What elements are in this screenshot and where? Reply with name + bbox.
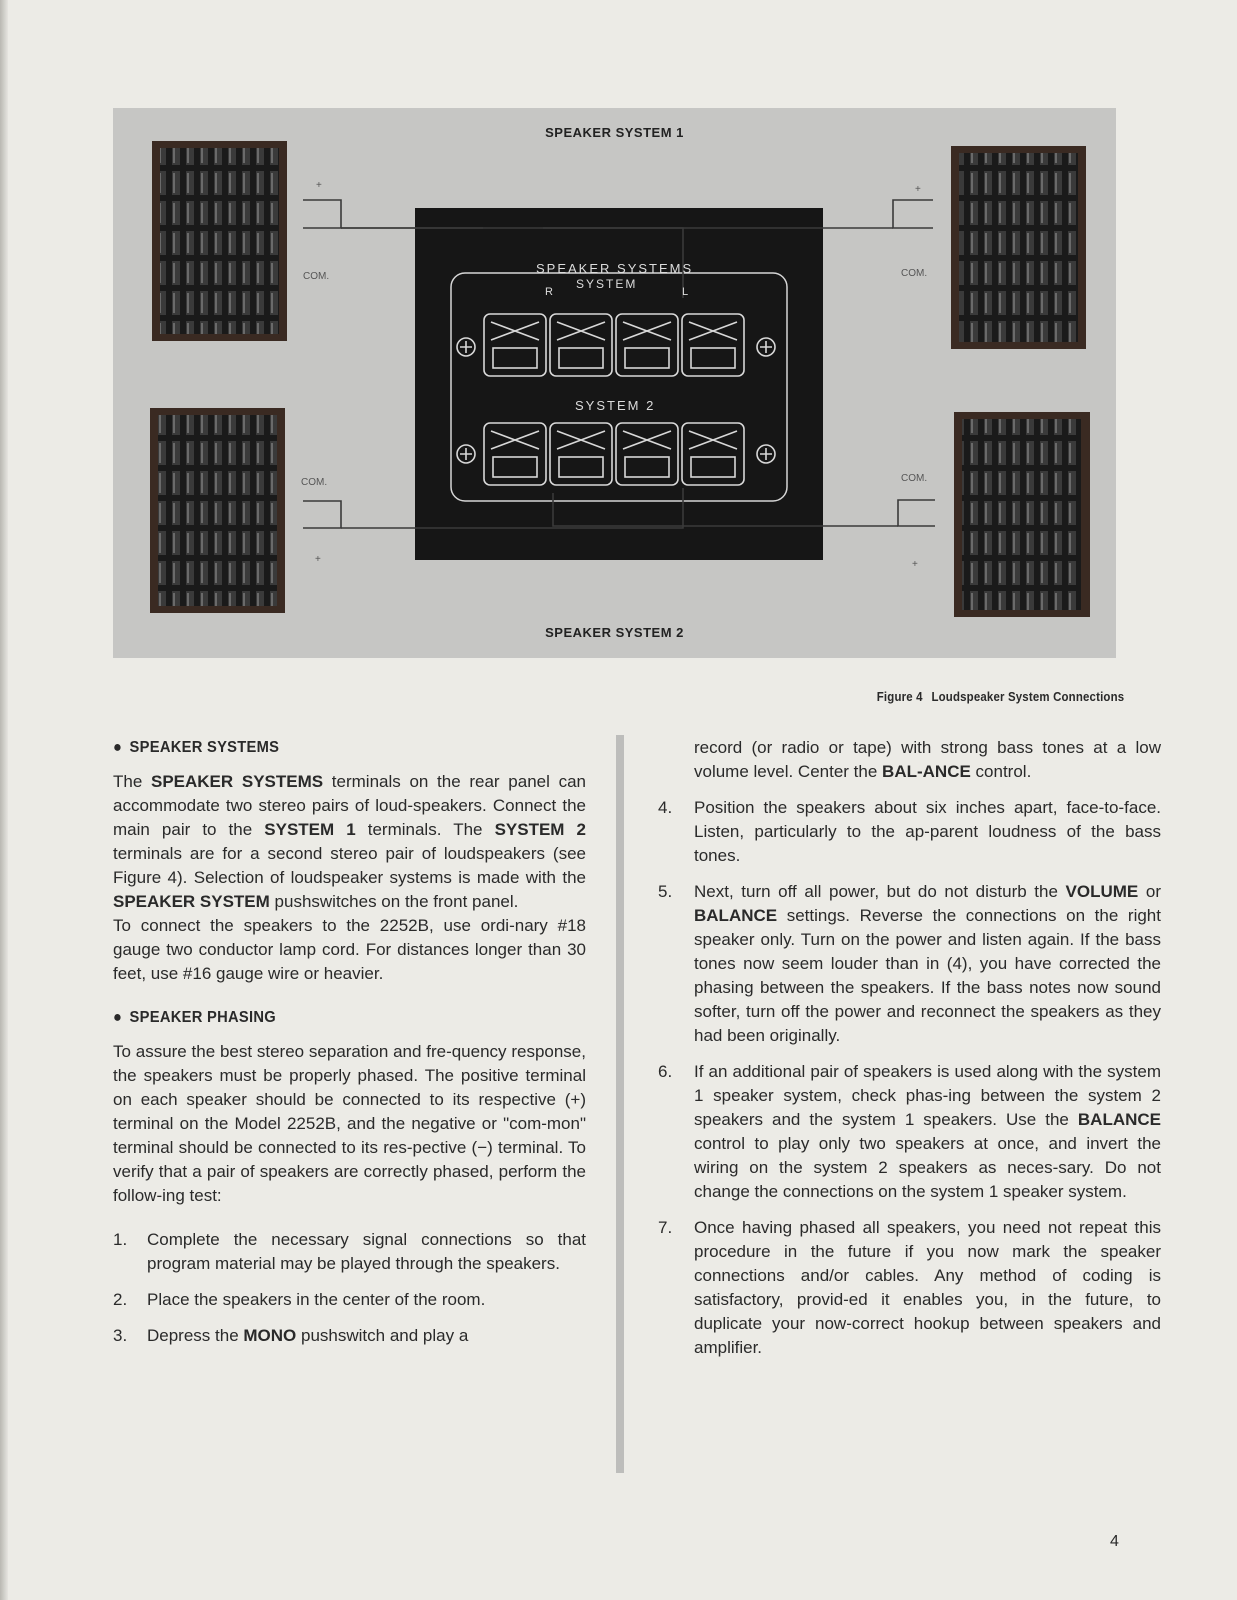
list-item: 2. Place the speakers in the center of the room. [113, 1290, 486, 1309]
terminal-com-label: COM. [901, 473, 928, 484]
figure-title-bottom: SPEAKER SYSTEM 2 [545, 625, 684, 640]
terminal-plus-label: + [912, 559, 918, 570]
list-item: 6. If an additional pair of speakers is used along with the system 1 speaker system, check phas-ing between the system 2 speakers and the system 1 speakers. Use the BALANCE control to play only two speakers at once, and invert the wiring on the system 2 speakers as neces-sary. Do not change the connections on the system 1 speaker system. [658, 1062, 1161, 1201]
list-item: 3. Depress the MONO pushswitch and play a [113, 1326, 469, 1345]
terminal-com-label: COM. [303, 271, 330, 282]
speaker-connection-figure [113, 108, 1116, 658]
figure-title-top: SPEAKER SYSTEM 1 [545, 125, 684, 140]
list-item: 4. Position the speakers about six inches apart, face-to-face. Listen, particularly to the ap-parent loudness of the bass tones. [658, 798, 1161, 865]
left-column [113, 736, 586, 1348]
section-heading: ● SPEAKER PHASING [113, 1009, 276, 1026]
figure-caption-number: Figure 4 [876, 689, 923, 704]
terminal-com-label: COM. [301, 477, 328, 488]
list-item: 1. Complete the necessary signal connections so that program material may be played through the speakers. [113, 1230, 586, 1273]
panel-label-r: R [545, 286, 555, 298]
terminal-plus-label: + [316, 180, 322, 191]
terminal-plus-label: + [315, 554, 321, 565]
panel-label-system-2: SYSTEM 2 [575, 398, 656, 413]
speaker-cabinet-bottom-left [150, 408, 285, 613]
panel-label-speaker-systems: SPEAKER SYSTEMS [536, 261, 694, 276]
list-item: 7. Once having phased all speakers, you need not repeat this procedure in the future if you now mark the speaker connections and/or cables. Any method of coding is satisfactory, provid-ed it enables you, in the future, to duplicate your now-correct hookup between speakers and amplifier. [658, 1218, 1161, 1357]
page-number: 4 [1110, 1533, 1119, 1550]
wiring-diagram [113, 108, 1116, 658]
paragraph: To connect the speakers to the 2252B, use ordi-nary #18 gauge two conductor lamp cord. For distances longer than 30 feet, use #16 gauge wire or heavier. [113, 916, 586, 983]
section-heading: ● SPEAKER SYSTEMS [113, 739, 280, 756]
panel-label-system: SYSTEM [576, 277, 638, 291]
page-edge [0, 0, 8, 1600]
right-column [658, 736, 1161, 1360]
figure-caption [876, 689, 1124, 704]
terminal-plus-label: + [915, 184, 921, 195]
paragraph: To assure the best stereo separation and fre-quency response, the speakers must be properly phased. The positive terminal on each speaker should be connected to its respective (+) terminal on the Model 2252B, and the negative or "com-mon" terminal should be connected to its res-pective (−) terminal. To verify that a pair of speakers are correctly phased, perform the follow-ing test: [113, 1042, 586, 1205]
speaker-cabinet-top-left [152, 141, 287, 341]
speaker-cabinet-bottom-right [954, 412, 1090, 617]
paragraph: The SPEAKER SYSTEMS terminals on the rear panel can accommodate two stereo pairs of loud-speakers. Connect the main pair to the SYSTEM 1 terminals. The SYSTEM 2 terminals are for a second stereo pair of loudspeakers (see Figure 4). Selection of loudspeaker systems is made with the SPEAKER SYSTEM pushswitches on the front panel. [113, 772, 586, 911]
speaker-cabinet-top-right [951, 146, 1086, 349]
panel-label-l: L [682, 286, 691, 298]
list-item: 5. Next, turn off all power, but do not disturb the VOLUME or BALANCE settings. Reverse the connections on the right speaker only. Turn on the power and listen again. If the bass tones now seem louder than in (4), you have corrected the phasing between the speakers. If the bass notes now sound softer, turn off the power and reconnect the speakers as they had been originally. [658, 882, 1161, 1045]
paragraph: record (or radio or tape) with strong bass tones at a low volume level. Center the BAL-ANCE control. [694, 738, 1161, 781]
column-divider [616, 735, 624, 1473]
figure-caption-text: Loudspeaker System Connections [931, 689, 1124, 704]
terminal-com-label: COM. [901, 268, 928, 279]
